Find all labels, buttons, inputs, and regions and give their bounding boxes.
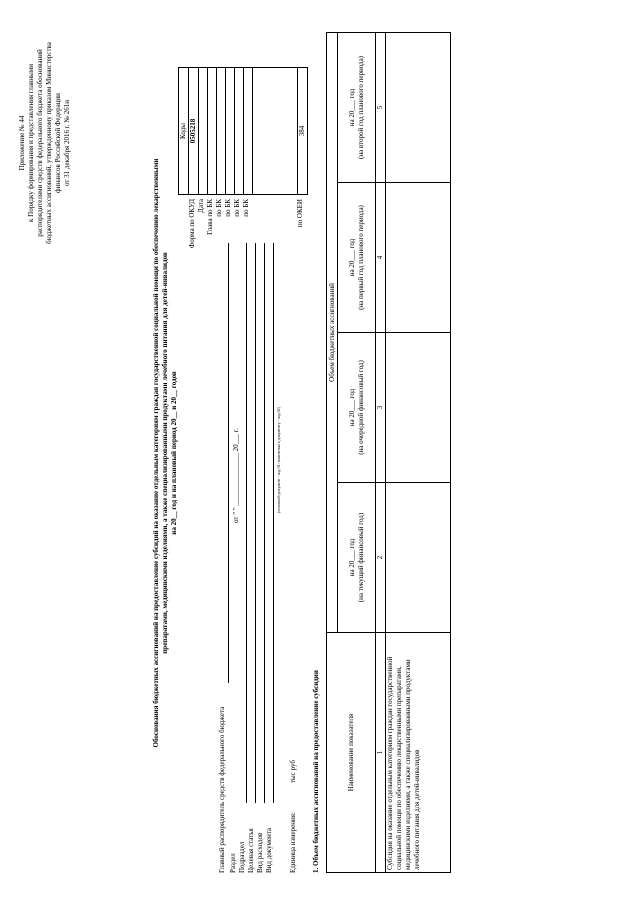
code-label: по БК xyxy=(242,199,250,217)
label-podrazdel: Подраздел xyxy=(238,841,246,873)
doc-hint: (основной документ - код 01; изменения к документу - код 02) xyxy=(276,407,281,513)
code-label: по ОКЕИ xyxy=(296,199,304,228)
row-subsidy-name: Субсидия на оказание отдельным категориям граждан государственной социальной помощи по обеспечению лекарственными препаратами, медицинскими изделиями, а также специализированными продуктами лечебного питания для детей-инвалидов xyxy=(386,633,451,873)
codes-labels xyxy=(188,199,305,293)
year-header-cell xyxy=(338,32,376,182)
title-line: на 20__ год и на плановый период 20__ и 20__ годов xyxy=(170,371,178,535)
label-statya: Целевая статья xyxy=(247,828,255,873)
title-line: Обоснования бюджетных ассигнований на предоставление субсидий на оказание отдельным категориям граждан государственной социальной помощи по обеспечению лекарственными xyxy=(152,158,160,748)
year-note: (на второй год планового периода) xyxy=(356,55,365,160)
label-glavny: Главный распорядитель средств федерального бюджета xyxy=(218,706,226,873)
code-razdel xyxy=(217,68,226,195)
cell-value[interactable] xyxy=(386,333,451,483)
year-header-cell xyxy=(338,333,376,483)
year-label: на 20___ год xyxy=(347,538,356,577)
code-glava xyxy=(208,68,217,195)
year-label: на 20___ год xyxy=(347,88,356,127)
appendix-line: распорядителями средств федерального бюджета обоснований xyxy=(36,49,44,237)
label-unit: Единица измерения: xyxy=(289,812,297,873)
year-note: (на первый год планового периода) xyxy=(356,205,365,310)
title-line: препаратами, медицинскими изделиями, а также специализированными продуктами лечебного питания для детей-инвалидов xyxy=(161,252,169,654)
underline-podrazdel xyxy=(246,243,247,803)
code-label: Глава по БК xyxy=(206,199,214,235)
code-okei: 384 xyxy=(298,68,308,195)
code-okud: 0505218 xyxy=(189,68,199,195)
codes-table xyxy=(178,67,308,195)
code-label: по БК xyxy=(215,199,223,217)
year-label: на 20___ год xyxy=(347,388,356,427)
label-vid-rashodov: Вид расходов xyxy=(256,832,264,873)
code-label: Дата xyxy=(197,199,205,213)
code-label: Форма по ОКУД xyxy=(188,199,196,249)
label-razdel: Раздел xyxy=(229,853,237,873)
col-number: 1 xyxy=(376,633,386,873)
underline-statya xyxy=(255,243,256,803)
code-date xyxy=(199,68,208,195)
code-doc xyxy=(253,68,298,195)
col-number: 3 xyxy=(376,333,386,483)
col-group-header: Объем бюджетных ассигнований xyxy=(327,32,338,632)
year-note: (на очередной финансовый год) xyxy=(356,360,365,455)
underline-glavny xyxy=(228,243,229,683)
appendix-line: от 31 декабря 2016 г. № 261н xyxy=(63,99,71,187)
col-number: 4 xyxy=(376,183,386,333)
form-title xyxy=(152,33,179,873)
appendix-line: к Порядку формирования и представления главными xyxy=(27,64,35,222)
col-name-header: Наименование показателя xyxy=(327,633,376,873)
year-header-cell xyxy=(338,183,376,333)
date-line: от " " _______________ 20___ г. xyxy=(232,428,240,523)
cell-value[interactable] xyxy=(386,32,451,182)
appendix-line: бюджетных ассигнований, утвержденному приказом Министерства xyxy=(45,42,53,244)
cell-value[interactable] xyxy=(386,483,451,633)
appendix-line: Приложение № 44 xyxy=(18,115,26,171)
col-number: 2 xyxy=(376,483,386,633)
underline-vid-dokumenta xyxy=(273,243,274,803)
codes-header: Коды xyxy=(179,68,189,195)
code-podrazdel xyxy=(226,68,235,195)
section1-title: 1. Объем бюджетных ассигнований на предоставление субсидии xyxy=(312,670,320,873)
col-number: 5 xyxy=(376,32,386,182)
code-vid xyxy=(244,68,253,195)
code-label: по БК xyxy=(233,199,241,217)
code-statya xyxy=(235,68,244,195)
code-label xyxy=(251,199,296,293)
appropriations-table xyxy=(326,32,451,873)
label-vid-dokumenta: Вид документа xyxy=(265,827,273,873)
underline-vid-rashodov xyxy=(264,243,265,803)
unit-value: тыс руб xyxy=(289,760,297,783)
code-label: по БК xyxy=(224,199,232,217)
year-note: (на текущий финансовый год) xyxy=(356,512,365,603)
appendix-line: финансов Российской Федерации xyxy=(54,93,62,193)
year-label: на 20___ год xyxy=(347,238,356,277)
cell-value[interactable] xyxy=(386,183,451,333)
appendix-header xyxy=(18,23,72,263)
rotated-form xyxy=(10,13,630,893)
year-header-cell xyxy=(338,483,376,633)
